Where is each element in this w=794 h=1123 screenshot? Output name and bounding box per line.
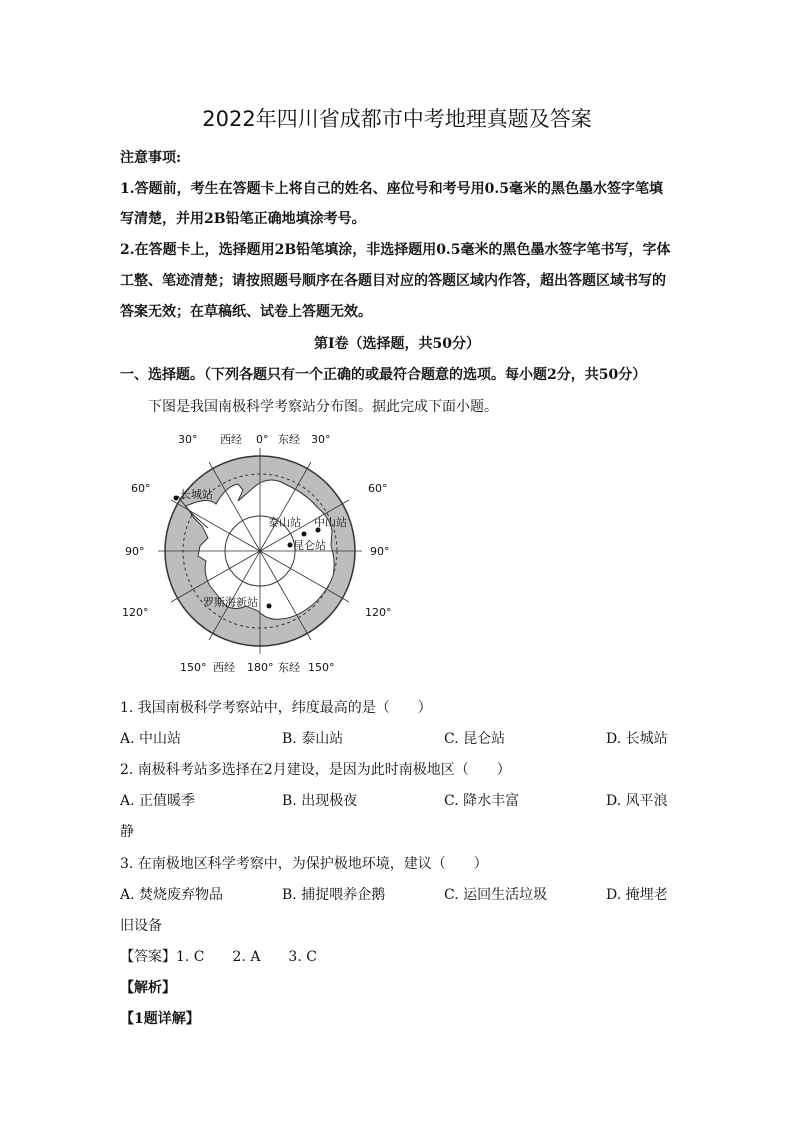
luosihai-station-marker — [267, 604, 272, 609]
q2-option-b[interactable]: B. 出现极夜 — [282, 793, 358, 809]
changcheng-station-label: 长城站 — [180, 488, 213, 501]
section-title: 第Ⅰ卷（选择题，共50分） — [313, 336, 481, 352]
right-120-degree: 120° — [365, 606, 392, 619]
question-2-stem: 2. 南极科考站多选择在2月建设，是因为此时南极地区（ ） — [120, 762, 511, 778]
bottom-east-label: 东经 — [278, 661, 300, 674]
luosihai-station-label: 罗斯海新站 — [203, 596, 258, 609]
q1-option-d[interactable]: D. 长城站 — [606, 731, 668, 747]
q2-option-c[interactable]: C. 降水丰富 — [444, 793, 520, 809]
zhongshan-station-label: 中山站 — [314, 516, 347, 529]
q1-option-c[interactable]: C. 昆仑站 — [444, 731, 506, 747]
q3-option-d[interactable]: D. 掩埋老 — [606, 887, 668, 903]
top-west-label: 西经 — [220, 433, 242, 446]
question-1-stem: 1. 我国南极科学考察站中，纬度最高的是（ ） — [120, 700, 432, 716]
q2-option-a[interactable]: A. 正值暖季 — [120, 793, 196, 809]
q3-option-b[interactable]: B. 捕捉喂养企鹅 — [282, 887, 386, 903]
kunlun-station-marker — [288, 543, 293, 548]
notice-item1-line2: 写清楚，并用2B铅笔正确地填涂考号。 — [120, 211, 366, 227]
top-right-degree: 30° — [311, 433, 331, 446]
question-3-stem: 3. 在南极地区科学考察中，为保护极地环境，建议（ ） — [120, 856, 488, 872]
q1-option-a[interactable]: A. 中山站 — [120, 731, 182, 747]
top-center-degree: 0° — [256, 433, 269, 446]
q3-option-a[interactable]: A. 焚烧废弃物品 — [120, 887, 224, 903]
question-intro: 下图是我国南极科学考察站分布图。据此完成下面小题。 — [148, 399, 498, 415]
taishan-station-label: 泰山站 — [268, 516, 301, 529]
answer-line: 【答案】1. C 2. A 3. C — [120, 949, 317, 965]
notice-item2-line3: 答案无效；在草稿纸、试卷上答题无效。 — [120, 304, 372, 320]
top-east-label: 东经 — [278, 433, 300, 446]
notice-item2-line2: 工整、笔迹清楚；请按照题号顺序在各题目对应的答题区域内作答，超出答题区域书写的 — [120, 273, 666, 289]
bottom-left-degree: 150° — [180, 661, 207, 674]
right-60-degree: 60° — [368, 482, 388, 495]
q3-option-c[interactable]: C. 运回生活垃圾 — [444, 887, 548, 903]
left-120-degree: 120° — [122, 606, 149, 619]
changcheng-station-marker — [174, 496, 179, 501]
notice-heading: 注意事项: — [120, 150, 182, 166]
page-title: 2022年四川省成都市中考地理真题及答案 — [202, 107, 592, 131]
notice-item2-line1: 2.在答题卡上，选择题用2B铅笔填涂，非选择题用0.5毫米的黑色墨水签字笔书写，字体 — [120, 242, 671, 258]
top-left-degree: 30° — [178, 433, 198, 446]
q2-option-d[interactable]: D. 风平浪 — [606, 793, 668, 809]
left-90-degree: 90° — [125, 545, 145, 558]
q2-option-d-wrap: 静 — [120, 824, 134, 840]
analysis-heading: 【解析】 — [120, 980, 176, 996]
q1-option-b[interactable]: B. 泰山站 — [282, 731, 344, 747]
q3-option-d-wrap: 旧设备 — [120, 918, 162, 934]
taishan-station-marker — [302, 532, 307, 537]
detail-heading: 【1题详解】 — [120, 1011, 200, 1027]
bottom-west-label: 西经 — [213, 661, 235, 674]
left-60-degree: 60° — [131, 482, 151, 495]
right-90-degree: 90° — [370, 545, 390, 558]
bottom-right-degree: 150° — [308, 661, 335, 674]
antarctic-station-map — [118, 426, 398, 680]
kunlun-station-label: 昆仑站 — [293, 539, 326, 552]
part1-heading: 一、选择题。（下列各题只有一个正确的或最符合题意的选项。每小题2分，共50分） — [120, 367, 647, 383]
notice-item1-line1: 1.答题前，考生在答题卡上将自己的姓名、座位号和考号用0.5毫米的黑色墨水签字笔填 — [120, 181, 663, 197]
bottom-center-degree: 180° — [247, 661, 274, 674]
